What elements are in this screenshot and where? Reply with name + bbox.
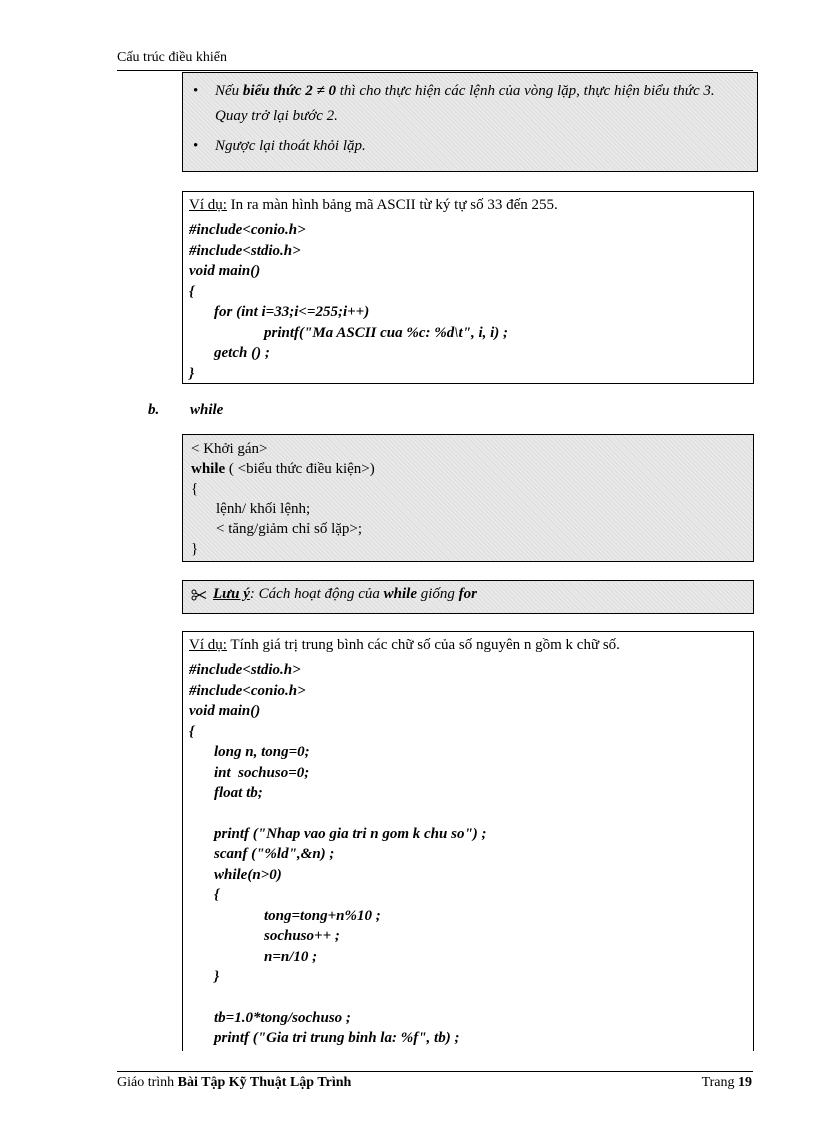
section-title: while: [190, 402, 224, 418]
step-text: Ngược lại thoát khỏi lặp.: [215, 138, 366, 154]
step-bold-expression: biểu thức 2 ≠ 0: [242, 83, 336, 99]
code-line: for (int i=33;i<=255;i++): [214, 304, 370, 320]
while-condition: ( <biểu thức điều kiện>): [225, 461, 375, 477]
scissors-icon: [191, 589, 207, 601]
header-divider: [117, 70, 753, 71]
syntax-line: }: [191, 541, 199, 557]
example2-box: [182, 631, 754, 1051]
note-box: [182, 580, 754, 614]
syntax-line: lệnh/ khối lệnh;: [216, 501, 311, 517]
example-description: Tính giá trị trung bình các chữ số của số nguyên n gồm k chữ số.: [226, 637, 620, 653]
blank-line: [189, 804, 747, 824]
code-line: float tb;: [214, 785, 263, 801]
while-keyword: while: [191, 461, 226, 477]
syntax-line: < Khởi gán>: [191, 441, 268, 457]
footer-book-title: [117, 1075, 351, 1091]
syntax-line: [191, 459, 745, 479]
code-line: n=n/10 ;: [264, 948, 318, 965]
example1-heading: [189, 194, 747, 216]
syntax-line: {: [191, 481, 199, 497]
example-description: In ra màn hình bảng mã ASCII từ ký tự số 33 đến 255.: [226, 197, 558, 213]
for-steps-box: [182, 72, 758, 172]
code-line: long n, tong=0;: [214, 744, 310, 760]
note-label: Lưu ý: [213, 586, 250, 602]
code-line: }: [189, 365, 195, 382]
note-text: : Cách hoạt động của: [249, 586, 384, 602]
code-line: #include<conio.h>: [189, 682, 306, 699]
code-line: sochuso++ ;: [264, 928, 340, 944]
page-number: [702, 1075, 752, 1091]
code-line: #include<stdio.h>: [189, 662, 301, 678]
code-line: while(n>0): [214, 866, 282, 883]
example-label: Ví dụ:: [189, 197, 227, 213]
syntax-line: < tăng/giảm chỉ số lặp>;: [216, 521, 363, 537]
code-line: void main(): [189, 703, 261, 719]
code-line: {: [189, 283, 195, 300]
footer-prefix: Giáo trình: [117, 1075, 178, 1090]
blank-line: [189, 988, 747, 1008]
example2-heading: [189, 634, 747, 656]
code-line: printf ("Nhap vao gia tri n gom k chu so") ;: [214, 825, 487, 842]
note-keyword: while: [383, 586, 417, 602]
for-step-item: [193, 134, 749, 159]
code-line: {: [189, 723, 195, 740]
section-label: b.: [148, 402, 160, 418]
page-header-title: Cấu trúc điều khiển: [117, 50, 228, 65]
footer-title: Bài Tập Kỹ Thuật Lập Trình: [177, 1075, 352, 1090]
code-line: tong=tong+n%10 ;: [264, 907, 381, 924]
page-number-value: 19: [738, 1075, 752, 1090]
step-text: thì cho thực hiện các lệnh của vòng lặp, thực hiện biểu thức 3. Quay trở lại bước 2.: [215, 83, 715, 124]
code-line: int sochuso=0;: [214, 764, 310, 781]
note-keyword: for: [458, 586, 477, 602]
code-line: void main(): [189, 263, 261, 279]
step-text: Nếu: [215, 83, 243, 99]
code-line: }: [214, 969, 220, 985]
code-line: #include<stdio.h>: [189, 242, 301, 259]
code-line: getch () ;: [214, 345, 270, 361]
code-line: scanf ("%ld",&n) ;: [214, 846, 335, 862]
for-step-item: [193, 79, 749, 129]
code-line: printf("Ma ASCII cua %c: %d\t", i, i) ;: [264, 324, 509, 341]
code-line: printf ("Gia tri trung binh la: %f", tb) ;: [214, 1030, 460, 1046]
page-label: Trang: [701, 1075, 738, 1090]
example-label: Ví dụ:: [189, 637, 227, 653]
example1-box: [182, 191, 754, 384]
code-line: #include<conio.h>: [189, 222, 306, 238]
code-line: {: [214, 887, 220, 903]
code-line: tb=1.0*tong/sochuso ;: [214, 1009, 351, 1026]
while-syntax-box: [182, 434, 754, 562]
note-text: giống: [416, 586, 459, 602]
section-heading-while: [148, 402, 223, 419]
footer-divider: [117, 1071, 753, 1072]
